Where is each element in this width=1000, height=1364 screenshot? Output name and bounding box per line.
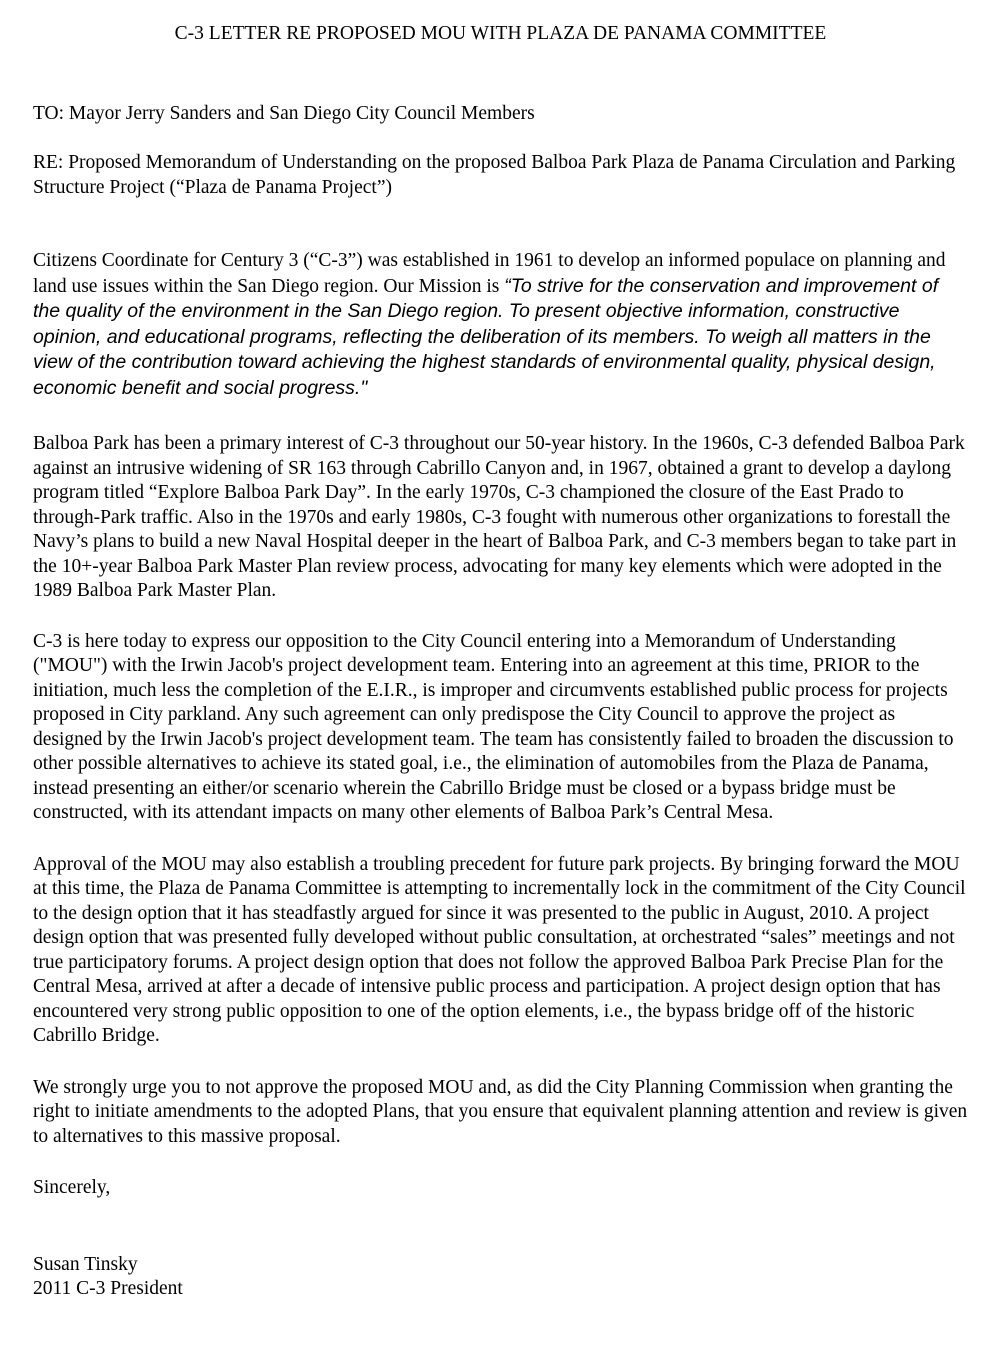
signature-name: Susan Tinsky: [33, 1253, 138, 1275]
paragraph-mission-lead: Citizens Coordinate for Century 3 (“C-3”) was established in 1961 to develop an informed populace on planning and land use issues within the San Diego region. Our Mission is: [33, 250, 946, 297]
paragraph-mission: [33, 249, 968, 401]
paragraph-opposition: C-3 is here today to express our opposition to the City Council entering into a Memorandum of Understanding ("MOU") with the Irwin Jacob's project development team. Entering into an agreement at this time, PRIOR to the initiation, much less the completion of the E.I.R., is improper and circumvents established public process for projects proposed in City parkland. Any such agreement can only predispose the City Council to approve the project as designed by the Irwin Jacob's project development team. The team has consistently failed to broaden the discussion to other possible alternatives to achieve its stated goal, i.e., the elimination of automobiles from the Plaza de Panama, instead presenting an either/or scenario wherein the Cabrillo Bridge must be closed or a bypass bridge must be constructed, with its attendant impacts on many other elements of Balboa Park’s Central Mesa.: [33, 630, 954, 823]
mission-statement-quote: “To strive for the conservation and improvement of the quality of the environment in the San Diego region. To present objective information, constructive opinion, and educational programs, reflecting the deliberation of its members. To weigh all matters in the view of the contribution toward achieving the highest standards of environmental quality, physical design, economic benefit and social progress.": [33, 274, 939, 399]
closing-salutation: Sincerely,: [33, 1177, 111, 1198]
to-line: TO: Mayor Jerry Sanders and San Diego City Council Members: [33, 102, 535, 124]
paragraph-urge: We strongly urge you to not approve the proposed MOU and, as did the City Planning Commission when granting the right to initiate amendments to the adopted Plans, that you ensure that equivalent planning attention and review is given to alternatives to this massive proposal.: [33, 1076, 968, 1147]
signature-title: 2011 C-3 President: [33, 1278, 183, 1299]
paragraph-history: Balboa Park has been a primary interest of C-3 throughout our 50-year history. In the 1960s, C-3 defended Balboa Park against an intrusive widening of SR 163 through Cabrillo Canyon and, in 1967, obtained a grant to develop a daylong program titled “Explore Balboa Park Day”. In the early 1970s, C-3 championed the closure of the East Prado to through-Park traffic. Also in the 1970s and early 1980s, C-3 fought with numerous other organizations to forestall the Navy’s plans to build a new Naval Hospital deeper in the heart of Balboa Park, and C-3 members began to take part in the 10+-year Balboa Park Master Plan review process, advocating for many key elements which were adopted in the 1989 Balboa Park Master Plan.: [33, 433, 965, 601]
paragraph-precedent: Approval of the MOU may also establish a troubling precedent for future park projects. By bringing forward the MOU at this time, the Plaza de Panama Committee is attempting to incrementally lock in the commitment of the City Council to the design option that it has steadfastly argued for since it was presented to the public in August, 2010. A project design option that was presented fully developed without public consultation, at orchestrated “sales” meetings and not true participatory forums. A project design option that does not follow the approved Balboa Park Precise Plan for the Central Mesa, arrived at after a decade of intensive public process and participation. A project design option that has encountered very strong public opposition to one of the option elements, i.e., the bypass bridge off of the historic Cabrillo Bridge.: [33, 853, 966, 1046]
re-line: RE: Proposed Memorandum of Understanding on the proposed Balboa Park Plaza de Panama Circulation and Parking Structure Project (“Plaza de Panama Project”): [33, 152, 956, 198]
letter-title: C-3 LETTER RE PROPOSED MOU WITH PLAZA DE PANAMA COMMITTEE: [174, 23, 827, 44]
